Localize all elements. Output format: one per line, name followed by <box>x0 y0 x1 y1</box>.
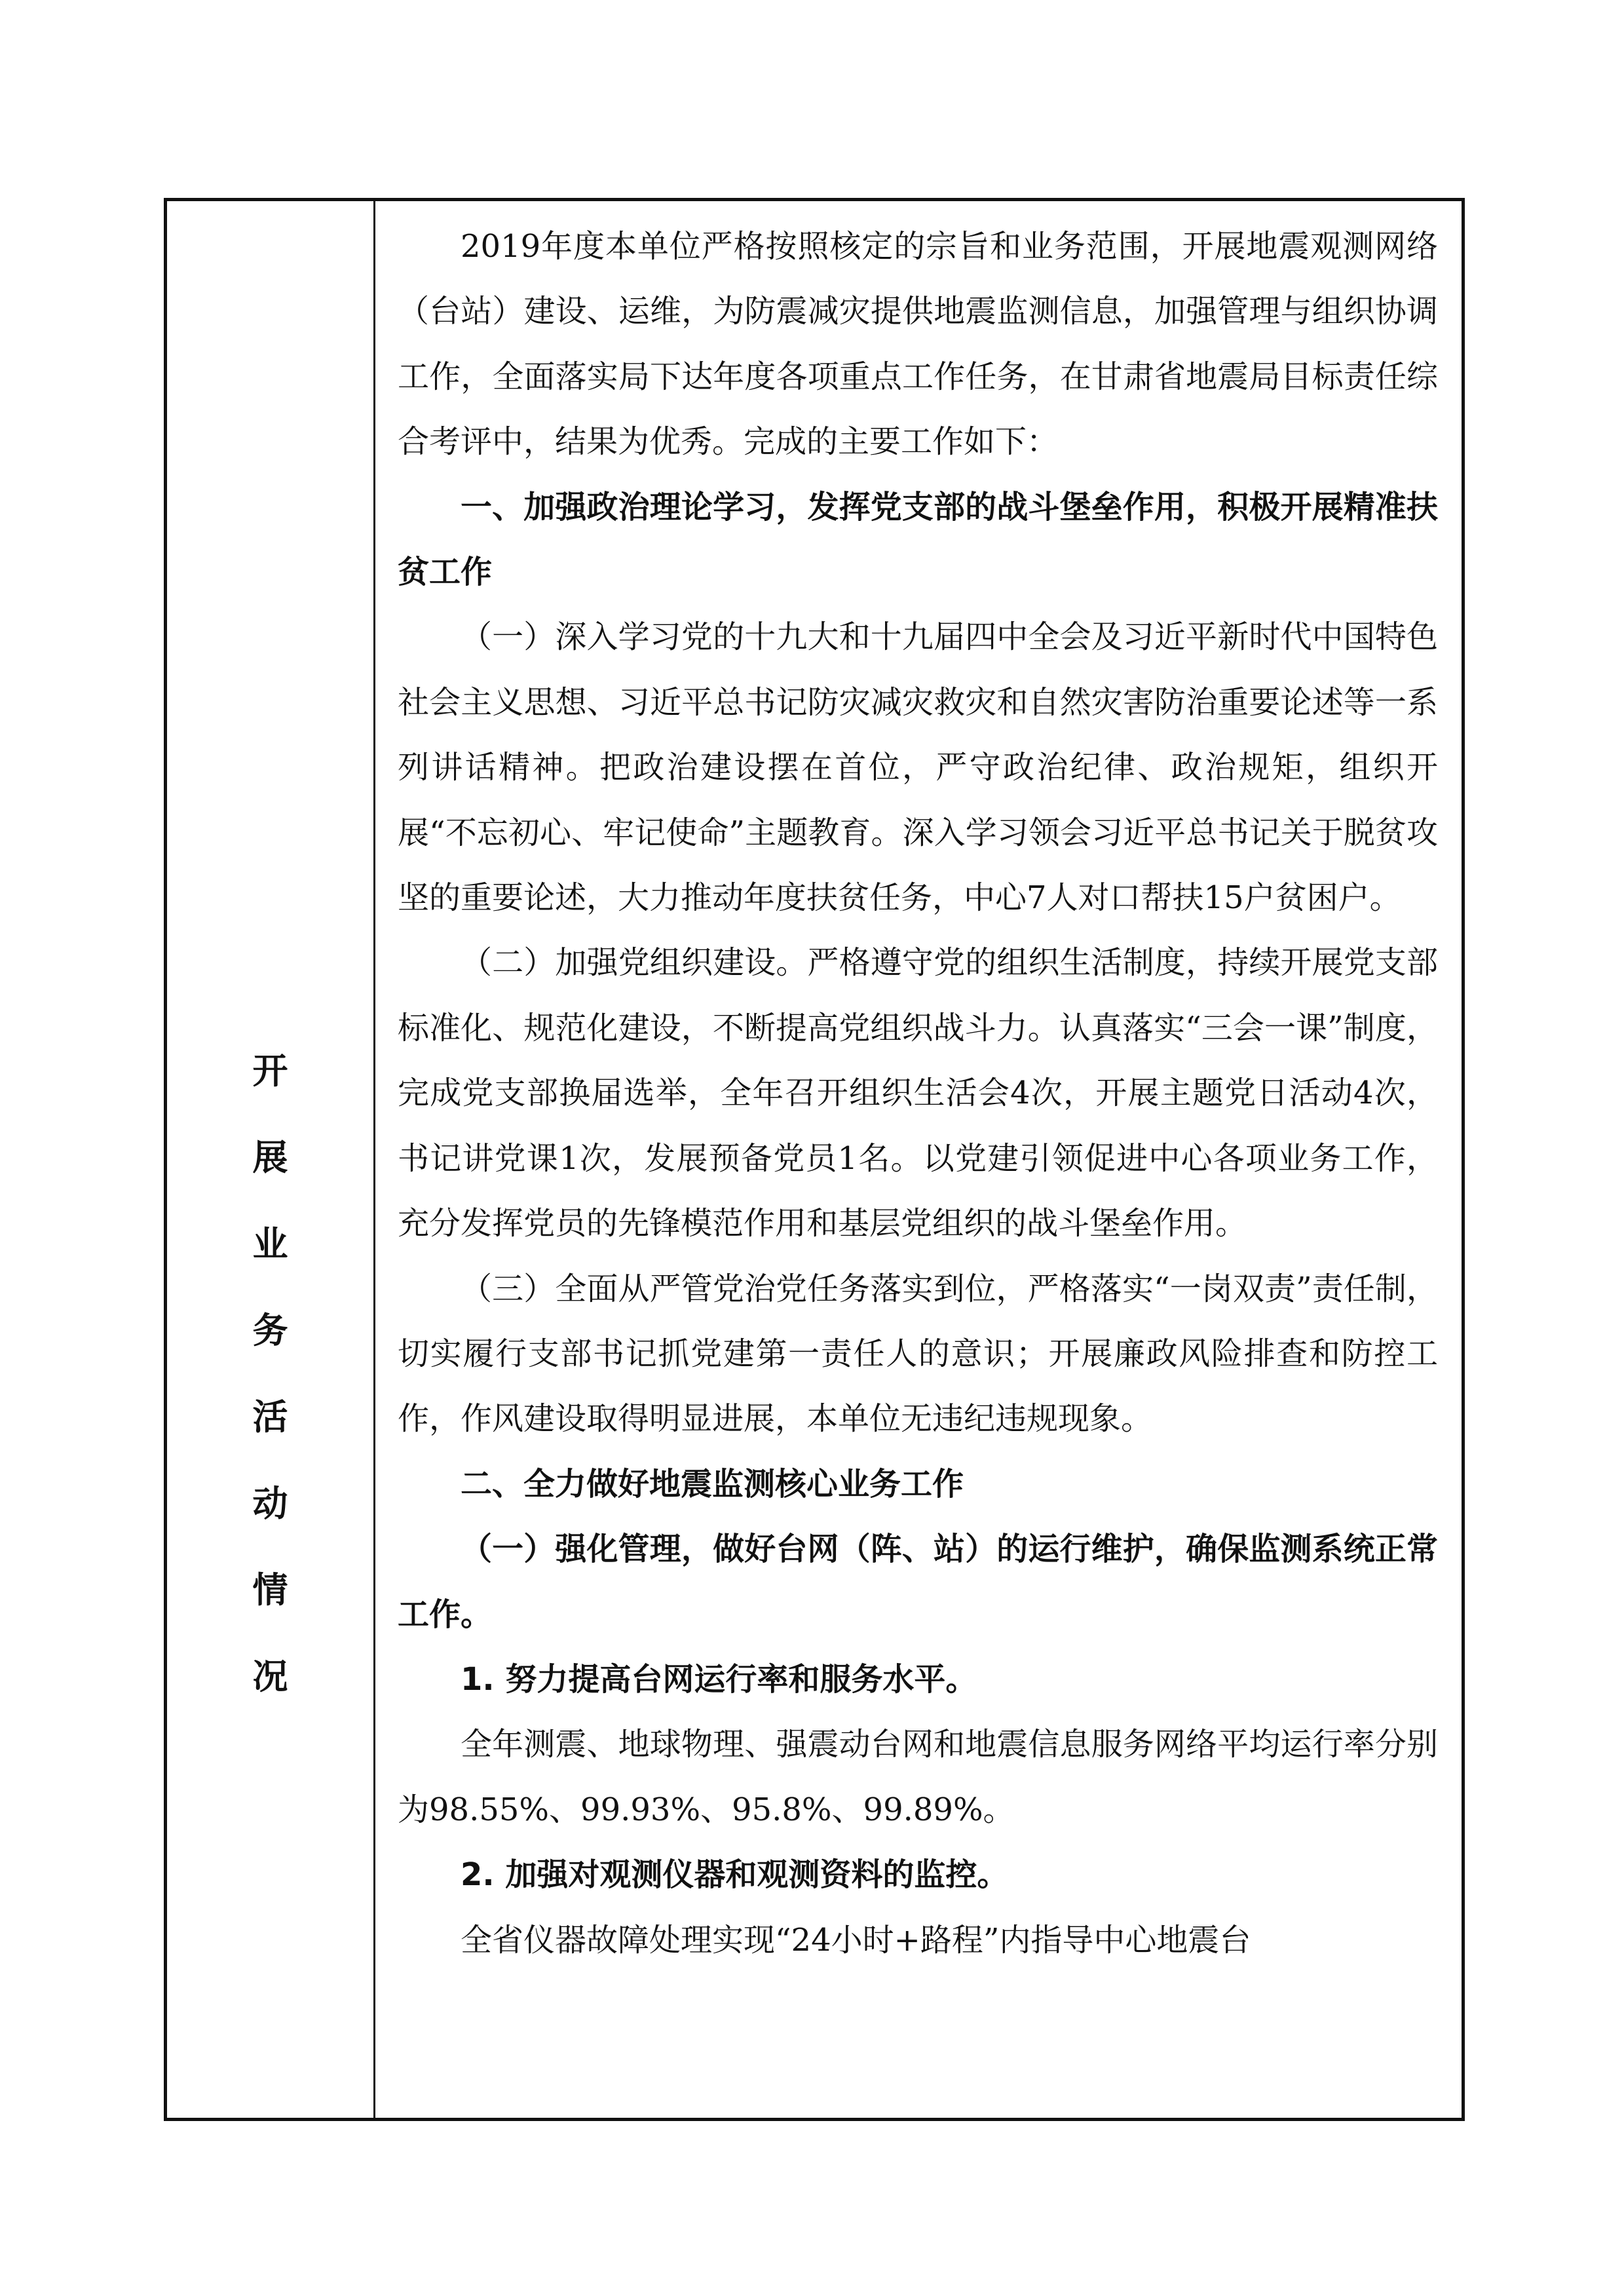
label-char: 动 <box>252 1483 288 1524</box>
row-label-cell <box>167 201 375 2118</box>
body-paragraph: 全省仪器故障处理实现“24小时+路程”内指导中心地震台 <box>461 1921 1251 1959</box>
content-cell <box>375 201 1462 2118</box>
label-char: 况 <box>252 1656 288 1697</box>
label-char: 业 <box>252 1223 288 1265</box>
body-paragraph: （三）全面从严管党治党任务落实到位，严格落实“一岗双责”责任制，切实履行支部书记抓党建第一责任人的意识；开展廉政风险排查和防控工作，作风建设取得明显进展，本单位无违纪违规现象。 <box>398 1270 1438 1438</box>
label-char: 务 <box>252 1310 288 1351</box>
section-heading: 二、全力做好地震监测核心业务工作 <box>461 1465 964 1502</box>
section-heading: 一、加强政治理论学习，发挥党支部的战斗堡垒作用，积极开展精准扶贫工作 <box>398 488 1438 591</box>
item-heading: 1. 努力提高台网运行率和服务水平。 <box>461 1660 977 1698</box>
body-paragraph: （一）深入学习党的十九大和十九届四中全会及习近平新时代中国特色社会主义思想、习近平总书记防灾减灾救灾和自然灾害防治重要论述等一系列讲话精神。把政治建设摆在首位，严守政治纪律、政治规矩，组织开展“不忘初心、牢记使命”主题教育。深入学习领会习近平总书记关于脱贫攻坚的重要论述，大力推动年度扶贫任务，中心7人对口帮扶15户贫困户。 <box>398 619 1438 917</box>
body-paragraph: 全年测震、地球物理、强震动台网和地震信息服务网络平均运行率分别为98.55%、99.93%、95.8%、99.89%。 <box>398 1726 1438 1828</box>
item-heading: 2. 加强对观测仪器和观测资料的监控。 <box>461 1856 1009 1894</box>
label-char: 展 <box>252 1137 288 1178</box>
vertical-label <box>167 1028 373 1720</box>
form-table <box>164 198 1465 2121</box>
body-paragraph: （二）加强党组织建设。严格遵守党的组织生活制度，持续开展党支部标准化、规范化建设，不断提高党组织战斗力。认真落实“三会一课”制度，完成党支部换届选举，全年召开组织生活会4次，开展主题党日活动4次，书记讲党课1次，发展预备党员1名。以党建引领促进中心各项业务工作，充分发挥党员的先锋模范作用和基层党组织的战斗堡垒作用。 <box>398 944 1438 1242</box>
label-char: 情 <box>252 1569 288 1611</box>
label-char: 活 <box>252 1396 288 1438</box>
subsection-heading: （一）强化管理，做好台网（阵、站）的运行维护，确保监测系统正常工作。 <box>398 1531 1438 1633</box>
label-char: 开 <box>252 1050 288 1092</box>
intro-paragraph: 2019年度本单位严格按照核定的宗旨和业务范围，开展地震观测网络（台站）建设、运维，为防震减灾提供地震监测信息，加强管理与组织协调工作，全面落实局下达年度各项重点工作任务，在甘肃省地震局目标责任综合考评中，结果为优秀。完成的主要工作如下： <box>398 228 1438 461</box>
